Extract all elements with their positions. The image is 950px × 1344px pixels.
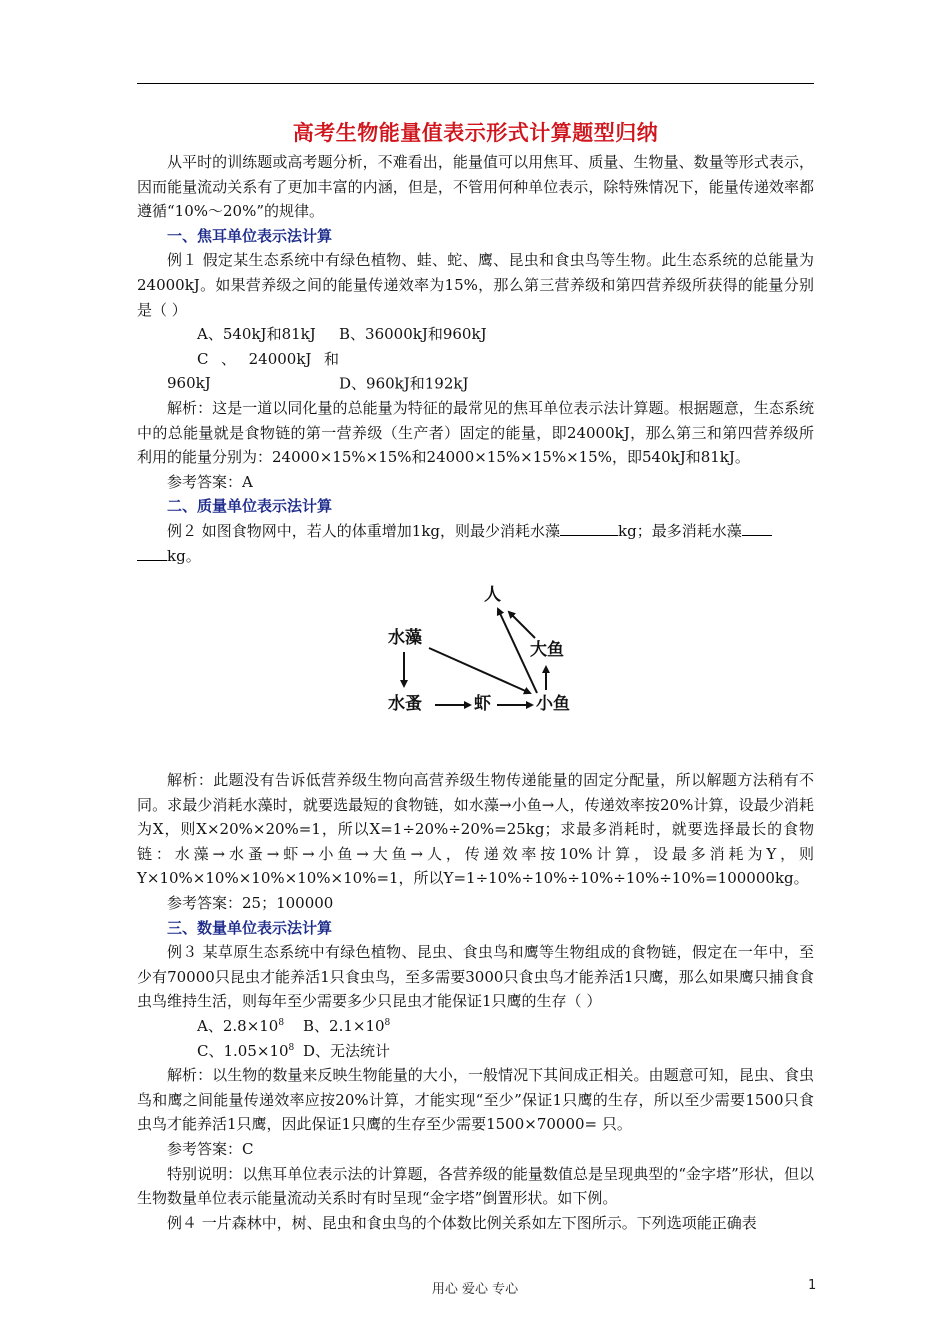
page-number: 1 — [808, 1278, 817, 1293]
blank-max-2 — [137, 546, 167, 561]
node-dayu: 大鱼 — [530, 640, 564, 661]
example-4-question: 例４ 一片森林中，树、昆虫和食虫鸟的个体数比例关系如左下图所示。下列选项能正确表 — [167, 1213, 757, 1232]
blank-max-1 — [742, 521, 772, 536]
option-d: D、960kJ和192kJ — [339, 374, 469, 393]
option-a-exp: 8 — [278, 1018, 285, 1029]
header-rule — [137, 83, 814, 84]
option-c-base: C、1.05×10 — [197, 1041, 289, 1060]
option-a — [167, 1014, 303, 1039]
section-heading-1: 一、焦耳单位表示法计算 — [167, 226, 333, 245]
option-b-exp: 8 — [384, 1018, 391, 1029]
arrow-shuizao-to-xiaoyu — [429, 648, 530, 693]
option-a: A、540kJ和81kJ — [197, 325, 316, 344]
option-b: B、36000kJ和960kJ — [339, 325, 487, 344]
node-xiaoyu: 小鱼 — [536, 694, 570, 715]
example-1-analysis: 解析：这是一道以同化量的总能量为特征的最常见的焦耳单位表示法计算题。根据题意，生态系统中的总能量就是食物链的第一营养级（生产者）固定的能量，即24000kJ，那么第三和第四营养级所利用的能量分别为：24000×15%×15%和24000×15%×15%×15%，即540kJ和81kJ。 — [137, 398, 814, 467]
option-c — [167, 1039, 303, 1064]
example-1-question: 例１ 假定某生态系统中有绿色植物、蛙、蛇、鹰、昆虫和食虫鸟等生物。此生态系统的总能量为24000kJ。如果营养级之间的能量传递效率为15%，那么第三营养级和第四营养级所获得的能量分别是（ ） — [137, 251, 814, 319]
special-note: 特别说明：以焦耳单位表示法的计算题，各营养级的能量数值总是呈现典型的“金字塔”形状，但以生物数量单位表示能量流动关系时有时呈现“金字塔”倒置形状。如下例。 — [137, 1164, 814, 1208]
example-3-question: 例３ 某草原生态系统中有绿色植物、昆虫、食虫鸟和鹰等生物组成的食物链，假定在一年中，至少有70000只昆虫才能养活1只食虫鸟，至多需要3000只食虫鸟才能养活1只鹰，那么如果鹰只捕食食虫鸟维持生活，则每年至少需要多少只昆虫才能保证1只鹰的生存（ ） — [137, 943, 814, 1011]
page-title: 高考生物能量值表示形式计算题型归纳 — [292, 121, 659, 145]
option-c: C、24000kJ和960kJ — [167, 349, 339, 393]
option-a-base: A、2.8×10 — [197, 1017, 279, 1036]
food-web-arrows — [137, 568, 814, 768]
example-3-answer: 参考答案：C — [167, 1140, 254, 1158]
node-shuizao2: 水蚤 — [388, 694, 422, 715]
blank-min — [560, 521, 618, 536]
option-b — [303, 1017, 390, 1035]
example-1-answer: 参考答案：A — [167, 472, 253, 491]
example-3-options-ab — [137, 1014, 814, 1039]
example-2-question — [137, 519, 814, 568]
example-1-options-ab — [137, 322, 814, 347]
option-d: D、无法统计 — [303, 1041, 391, 1060]
example-2-answer: 参考答案：25；100000 — [167, 894, 334, 913]
ex2-q-part2: kg；最多消耗水藻 — [618, 521, 742, 540]
example-2-analysis: 解析：此题没有告诉低营养级生物向高营养级生物传递能量的固定分配量，所以解题方法稍有不同。求最少消耗水藻时，就要选最短的食物链，如水藻→小鱼→人，传递效率按20%计算，设最少消耗为X，则X×20%×20%=1，所以X=1÷20%÷20%=25kg；求最多消耗时，就要选择最长的食物链：水藻→水蚤→虾→小鱼→大鱼→人，传递效率按10%计算，设最多消耗为Y，则Y×10%×10%×10%×10%×10%=1，所以Y=1÷10%÷10%÷10%÷10%÷10%=100000kg。 — [137, 771, 814, 888]
node-shuizao: 水藻 — [388, 628, 422, 649]
option-c-exp: 8 — [288, 1042, 295, 1053]
section-heading-3: 三、数量单位表示法计算 — [167, 918, 333, 937]
example-3-options-cd — [137, 1039, 814, 1064]
document-body — [137, 118, 814, 1235]
example-3-analysis: 解析：以生物的数量来反映生物能量的大小，一般情况下其间成正相关。由题意可知，昆虫、食虫鸟和鹰之间能量传递效率应按20%计算，才能实现“至少”保证1只鹰的生存，所以至少需要1500只食虫鸟才能养活1只鹰，因此保证1只鹰的生存至少需要1500×70000= 只。 — [137, 1066, 814, 1134]
node-ren: 人 — [484, 585, 501, 606]
option-b-base: B、2.1×10 — [303, 1017, 385, 1036]
example-1-options-cd — [137, 347, 814, 396]
food-web-diagram — [137, 568, 814, 768]
section-heading-2: 二、质量单位表示法计算 — [167, 497, 333, 516]
node-xia: 虾 — [474, 694, 491, 715]
ex2-q-part1: 例２ 如图食物网中，若人的体重增加1kg，则最少消耗水藻 — [167, 521, 561, 540]
ex2-q-part3: kg。 — [167, 546, 201, 565]
arrow-dayu-to-ren — [509, 612, 535, 638]
page-footer: 用心 爱心 专心 — [431, 1282, 519, 1297]
intro-paragraph: 从平时的训练题或高考题分析，不难看出，能量值可以用焦耳、质量、生物量、数量等形式表示，因而能量流动关系有了更加丰富的内涵，但是，不管用何种单位表示，除特殊情况下，能量传递效率都遵循“10%～20%”的规律。 — [137, 153, 814, 221]
